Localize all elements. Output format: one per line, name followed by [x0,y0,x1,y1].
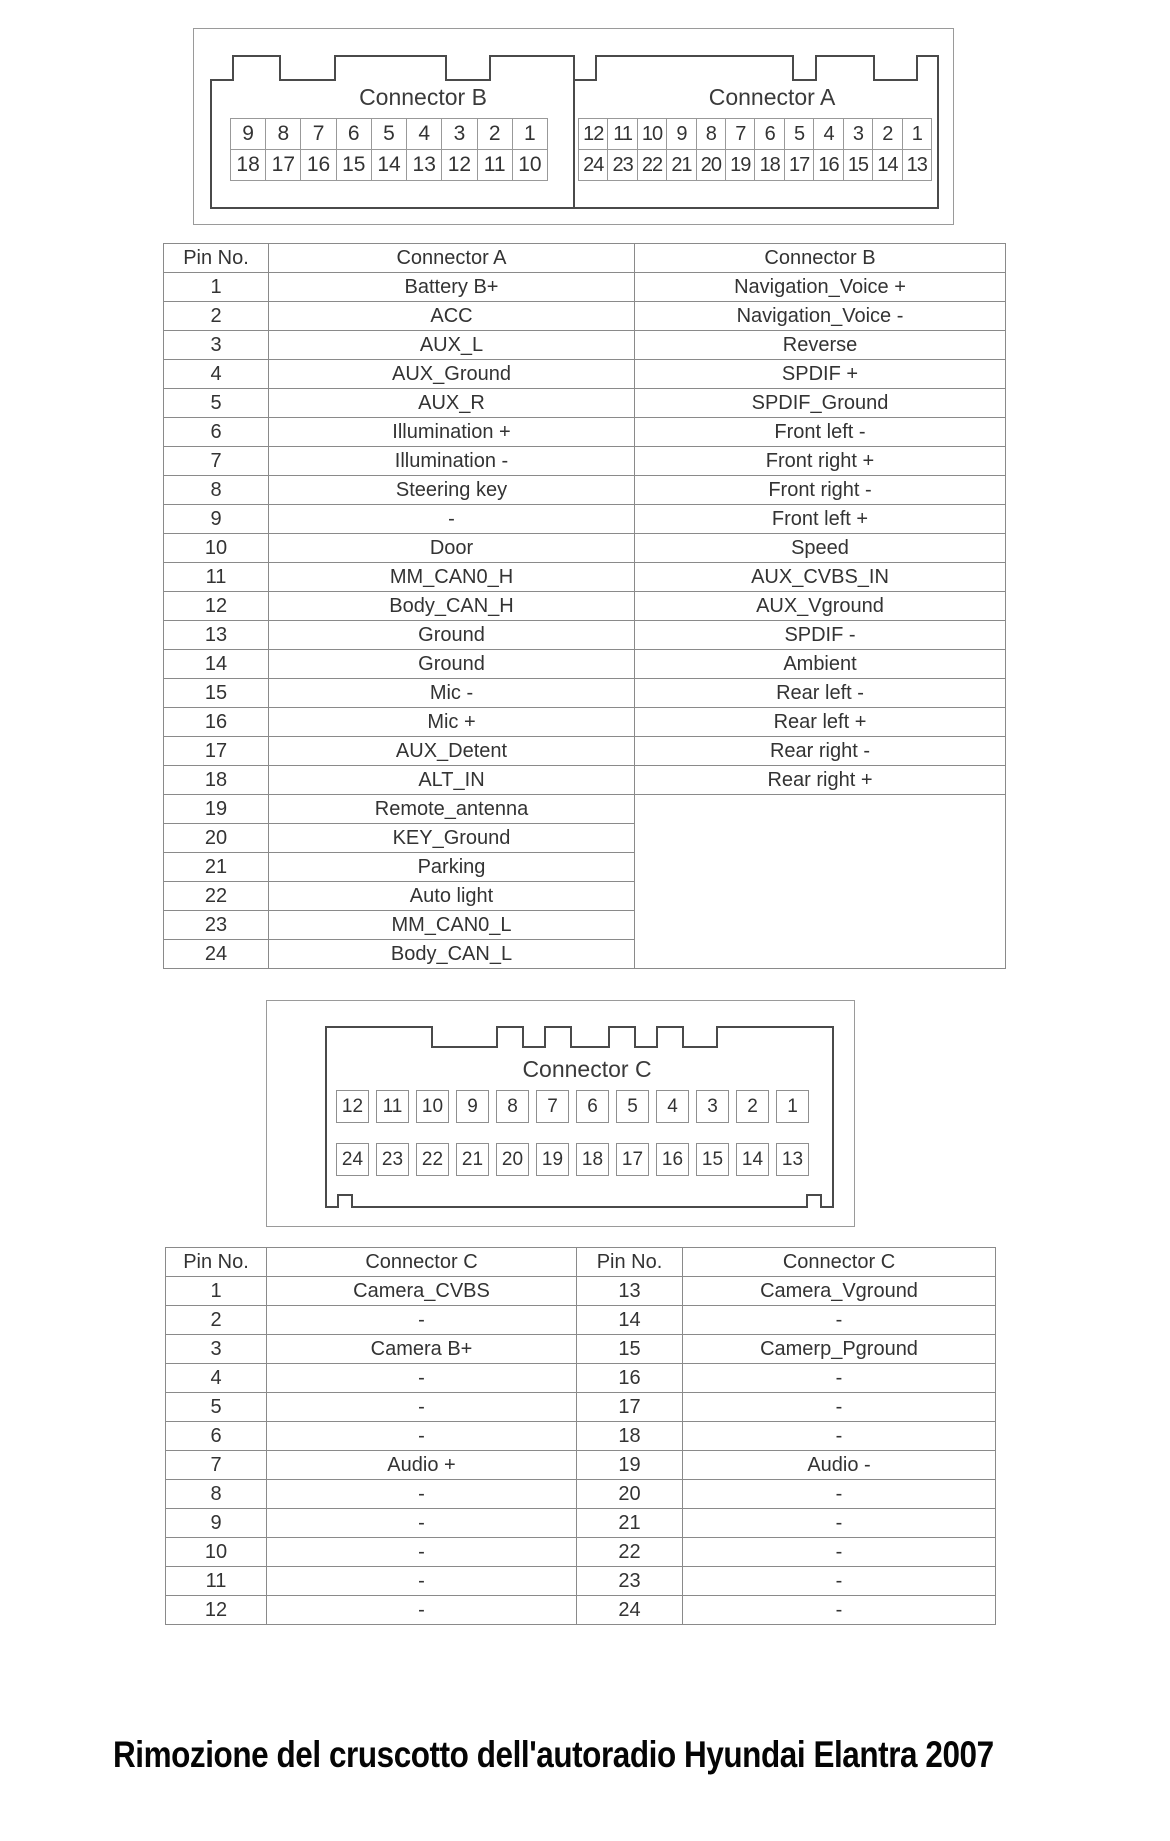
table-row [166,1509,996,1538]
pin-14: 14 [873,150,902,181]
signal-name-cell: Auto light [269,882,635,911]
table-row [164,418,1006,447]
pin-18: 18 [231,150,266,181]
pin-number-cell: 24 [164,940,269,969]
signal-name-cell: ALT_IN [269,766,635,795]
signal-name-cell: - [267,1364,577,1393]
pin-8: 8 [266,119,301,150]
signal-name-cell: Camera_Vground [683,1277,996,1306]
signal-name-cell: Audio - [683,1451,996,1480]
pin-number-cell: Navigation_Voice - [635,302,1006,331]
signal-name-cell: - [683,1480,996,1509]
pin-number-cell: 14 [164,650,269,679]
signal-name-cell: Body_CAN_H [269,592,635,621]
table-header-row [164,244,1006,273]
signal-name-cell: Camera_CVBS [267,1277,577,1306]
pin-number-cell: 3 [164,331,269,360]
table-row [164,534,1006,563]
pin-4: 4 [656,1090,689,1123]
pin-number-cell: 8 [166,1480,267,1509]
pin-19: 19 [726,150,755,181]
pin-number-cell: 13 [577,1277,683,1306]
table-row [166,1480,996,1509]
table-row [164,621,1006,650]
signal-name-cell: MM_CAN0_H [269,563,635,592]
table-row [166,1422,996,1451]
signal-name-cell: Body_CAN_L [269,940,635,969]
signal-name-cell: - [267,1393,577,1422]
pin-1: 1 [903,119,932,150]
connector-c-pin-row-top [336,1090,809,1123]
caption-title: Rimozione del cruscotto dell'autoradio Hyundai Elantra 2007 [113,1734,994,1775]
pin-number-cell: Navigation_Voice + [635,273,1006,302]
pin-14: 14 [736,1143,769,1176]
pin-13: 13 [776,1143,809,1176]
pin-15: 15 [696,1143,729,1176]
pin-13: 13 [407,150,442,181]
pin-15: 15 [844,150,873,181]
pin-number-cell: 11 [164,563,269,592]
pin-16: 16 [301,150,336,181]
signal-name-cell: - [267,1538,577,1567]
signal-name-cell: Ground [269,650,635,679]
signal-name-cell: - [267,1480,577,1509]
signal-name-cell: - [267,1509,577,1538]
signal-name-cell: Steering key [269,476,635,505]
pin-2: 2 [736,1090,769,1123]
pin-number-cell: 16 [577,1364,683,1393]
signal-name-cell: - [683,1393,996,1422]
connector-b-label: Connector B [359,84,487,110]
pin-number-cell: 19 [577,1451,683,1480]
pin-no-header: Pin No. [164,244,269,273]
table-row [166,1277,996,1306]
pin-number-cell: 22 [577,1538,683,1567]
pin-number-cell: Rear right + [635,766,1006,795]
pin-number-cell: Rear left - [635,679,1006,708]
table-row [166,1335,996,1364]
pin-number-cell: 18 [577,1422,683,1451]
table-row [164,650,1006,679]
pin-1: 1 [776,1090,809,1123]
signal-name-cell: Illumination + [269,418,635,447]
connector-a-header: Connector A [269,244,635,273]
pin-9: 9 [667,119,696,150]
pin-number-cell: 15 [164,679,269,708]
pin-table-c [165,1247,996,1625]
pin-number-cell: Reverse [635,331,1006,360]
pin-number-cell: 8 [164,476,269,505]
pin-6: 6 [576,1090,609,1123]
pin-5: 5 [616,1090,649,1123]
pin-24: 24 [336,1143,369,1176]
pin-4: 4 [407,119,442,150]
signal-name-cell: ACC [269,302,635,331]
pin-24: 24 [579,150,608,181]
signal-name-cell: - [269,505,635,534]
table-row [166,1451,996,1480]
pin-14: 14 [372,150,407,181]
pin-number-cell: Rear left + [635,708,1006,737]
pin-10: 10 [416,1090,449,1123]
pin-number-cell: Rear right - [635,737,1006,766]
pin-number-cell: 1 [166,1277,267,1306]
signal-name-cell: - [683,1364,996,1393]
pin-number-cell: 4 [166,1364,267,1393]
signal-name-cell: - [683,1596,996,1625]
signal-name-cell: Parking [269,853,635,882]
pin-15: 15 [337,150,372,181]
pin-21: 21 [456,1143,489,1176]
pin-number-cell: 10 [164,534,269,563]
pin-number-cell: 23 [577,1567,683,1596]
pin-number-cell: Speed [635,534,1006,563]
table-row [164,708,1006,737]
pin-22: 22 [638,150,667,181]
pin-18: 18 [755,150,784,181]
pin-number-cell: Front left - [635,418,1006,447]
signal-name-cell: Battery B+ [269,273,635,302]
pin-number-cell: 21 [577,1509,683,1538]
pin-10: 10 [638,119,667,150]
signal-name-cell: Camerp_Pground [683,1335,996,1364]
pin-number-cell: 15 [577,1335,683,1364]
signal-name-cell: AUX_Detent [269,737,635,766]
pin-9: 9 [231,119,266,150]
connector-b-header: Connector B [635,244,1006,273]
pin-number-cell: 1 [164,273,269,302]
table-row [164,766,1006,795]
pin-number-cell: 6 [166,1422,267,1451]
pin-23: 23 [608,150,637,181]
pin-12: 12 [579,119,608,150]
table-row [166,1306,996,1335]
pin-6: 6 [337,119,372,150]
pin-no-header: Pin No. [166,1248,267,1277]
table-row [166,1596,996,1625]
table-row [164,447,1006,476]
signal-name-cell: Door [269,534,635,563]
table-row [164,737,1006,766]
pin-number-cell: 23 [164,911,269,940]
table-row [164,273,1006,302]
table-header-row [166,1248,996,1277]
pin-17: 17 [785,150,814,181]
connector-b-pin-grid [230,118,548,181]
signal-name-cell: Mic + [269,708,635,737]
pin-number-cell: AUX_CVBS_IN [635,563,1006,592]
pin-11: 11 [478,150,513,181]
pin-number-cell: 5 [164,389,269,418]
pin-3: 3 [696,1090,729,1123]
pin-number-cell: 3 [166,1335,267,1364]
signal-name-cell: - [683,1509,996,1538]
pin-number-cell: 11 [166,1567,267,1596]
pin-number-cell: 24 [577,1596,683,1625]
table-row [164,679,1006,708]
empty-merged-cell [635,795,1006,969]
pin-number-cell: 13 [164,621,269,650]
pin-2: 2 [478,119,513,150]
pin-12: 12 [336,1090,369,1123]
pin-number-cell: 21 [164,853,269,882]
table-row [166,1567,996,1596]
pin-number-cell: 20 [577,1480,683,1509]
pin-4: 4 [814,119,843,150]
signal-name-cell: AUX_R [269,389,635,418]
pin-17: 17 [616,1143,649,1176]
signal-name-cell: KEY_Ground [269,824,635,853]
pin-number-cell: 2 [164,302,269,331]
signal-name-cell: - [267,1596,577,1625]
pin-23: 23 [376,1143,409,1176]
pin-11: 11 [608,119,637,150]
pin-16: 16 [814,150,843,181]
table-row [164,476,1006,505]
signal-name-cell: MM_CAN0_L [269,911,635,940]
pin-17: 17 [266,150,301,181]
connector-a-label: Connector A [708,84,836,110]
signal-name-cell: Illumination - [269,447,635,476]
connector-c-header: Connector C [267,1248,577,1277]
pin-number-cell: 4 [164,360,269,389]
pin-number-cell: 9 [166,1509,267,1538]
signal-name-cell: - [683,1422,996,1451]
table-row [164,563,1006,592]
pin-number-cell: 6 [164,418,269,447]
pin-5: 5 [785,119,814,150]
pin-number-cell: 18 [164,766,269,795]
table-row [164,331,1006,360]
pin-number-cell: 5 [166,1393,267,1422]
signal-name-cell: - [267,1306,577,1335]
signal-name-cell: Audio + [267,1451,577,1480]
pin-number-cell: 19 [164,795,269,824]
signal-name-cell: AUX_Ground [269,360,635,389]
table-row [164,505,1006,534]
pin-number-cell: 9 [164,505,269,534]
pin-19: 19 [536,1143,569,1176]
signal-name-cell: Camera B+ [267,1335,577,1364]
connector-a-pin-grid [578,118,932,181]
pin-number-cell: SPDIF_Ground [635,389,1006,418]
pin-2: 2 [873,119,902,150]
signal-name-cell: AUX_L [269,331,635,360]
signal-name-cell: Ground [269,621,635,650]
pin-18: 18 [576,1143,609,1176]
pin-number-cell: Ambient [635,650,1006,679]
table-row [166,1538,996,1567]
pin-3: 3 [442,119,477,150]
pin-7: 7 [301,119,336,150]
signal-name-cell: Mic - [269,679,635,708]
pin-1: 1 [513,119,548,150]
table-row [164,592,1006,621]
signal-name-cell: - [683,1306,996,1335]
pin-table-ab [163,243,1006,969]
pin-number-cell: Front right - [635,476,1006,505]
pin-number-cell: AUX_Vground [635,592,1006,621]
pin-3: 3 [844,119,873,150]
table-row [164,360,1006,389]
pin-7: 7 [536,1090,569,1123]
signal-name-cell: - [683,1538,996,1567]
pin-20: 20 [697,150,726,181]
signal-name-cell: - [267,1567,577,1596]
connector-c-header: Connector C [683,1248,996,1277]
pin-13: 13 [903,150,932,181]
pin-16: 16 [656,1143,689,1176]
pin-7: 7 [726,119,755,150]
pin-number-cell: 14 [577,1306,683,1335]
pin-9: 9 [456,1090,489,1123]
pin-number-cell: Front left + [635,505,1006,534]
pin-5: 5 [372,119,407,150]
pin-10: 10 [513,150,548,181]
pin-no-header: Pin No. [577,1248,683,1277]
pin-number-cell: 22 [164,882,269,911]
connector-c-pin-row-bottom [336,1143,809,1176]
pin-11: 11 [376,1090,409,1123]
pin-8: 8 [697,119,726,150]
pin-20: 20 [496,1143,529,1176]
table-row [166,1364,996,1393]
signal-name-cell: Remote_antenna [269,795,635,824]
connector-c-label: Connector C [522,1056,652,1082]
pin-number-cell: 7 [166,1451,267,1480]
table-row [164,389,1006,418]
pin-number-cell: Front right + [635,447,1006,476]
pin-6: 6 [755,119,784,150]
pin-12: 12 [442,150,477,181]
pin-number-cell: 2 [166,1306,267,1335]
pin-number-cell: 7 [164,447,269,476]
pin-8: 8 [496,1090,529,1123]
table-row [164,302,1006,331]
pin-number-cell: 20 [164,824,269,853]
table-row [166,1393,996,1422]
pin-number-cell: 10 [166,1538,267,1567]
pin-number-cell: SPDIF - [635,621,1006,650]
pin-number-cell: 16 [164,708,269,737]
pin-number-cell: SPDIF + [635,360,1006,389]
pin-number-cell: 17 [164,737,269,766]
pin-number-cell: 12 [166,1596,267,1625]
pin-number-cell: 17 [577,1393,683,1422]
table-row [164,795,1006,824]
signal-name-cell: - [683,1567,996,1596]
pin-22: 22 [416,1143,449,1176]
pin-number-cell: 12 [164,592,269,621]
pin-21: 21 [667,150,696,181]
signal-name-cell: - [267,1422,577,1451]
